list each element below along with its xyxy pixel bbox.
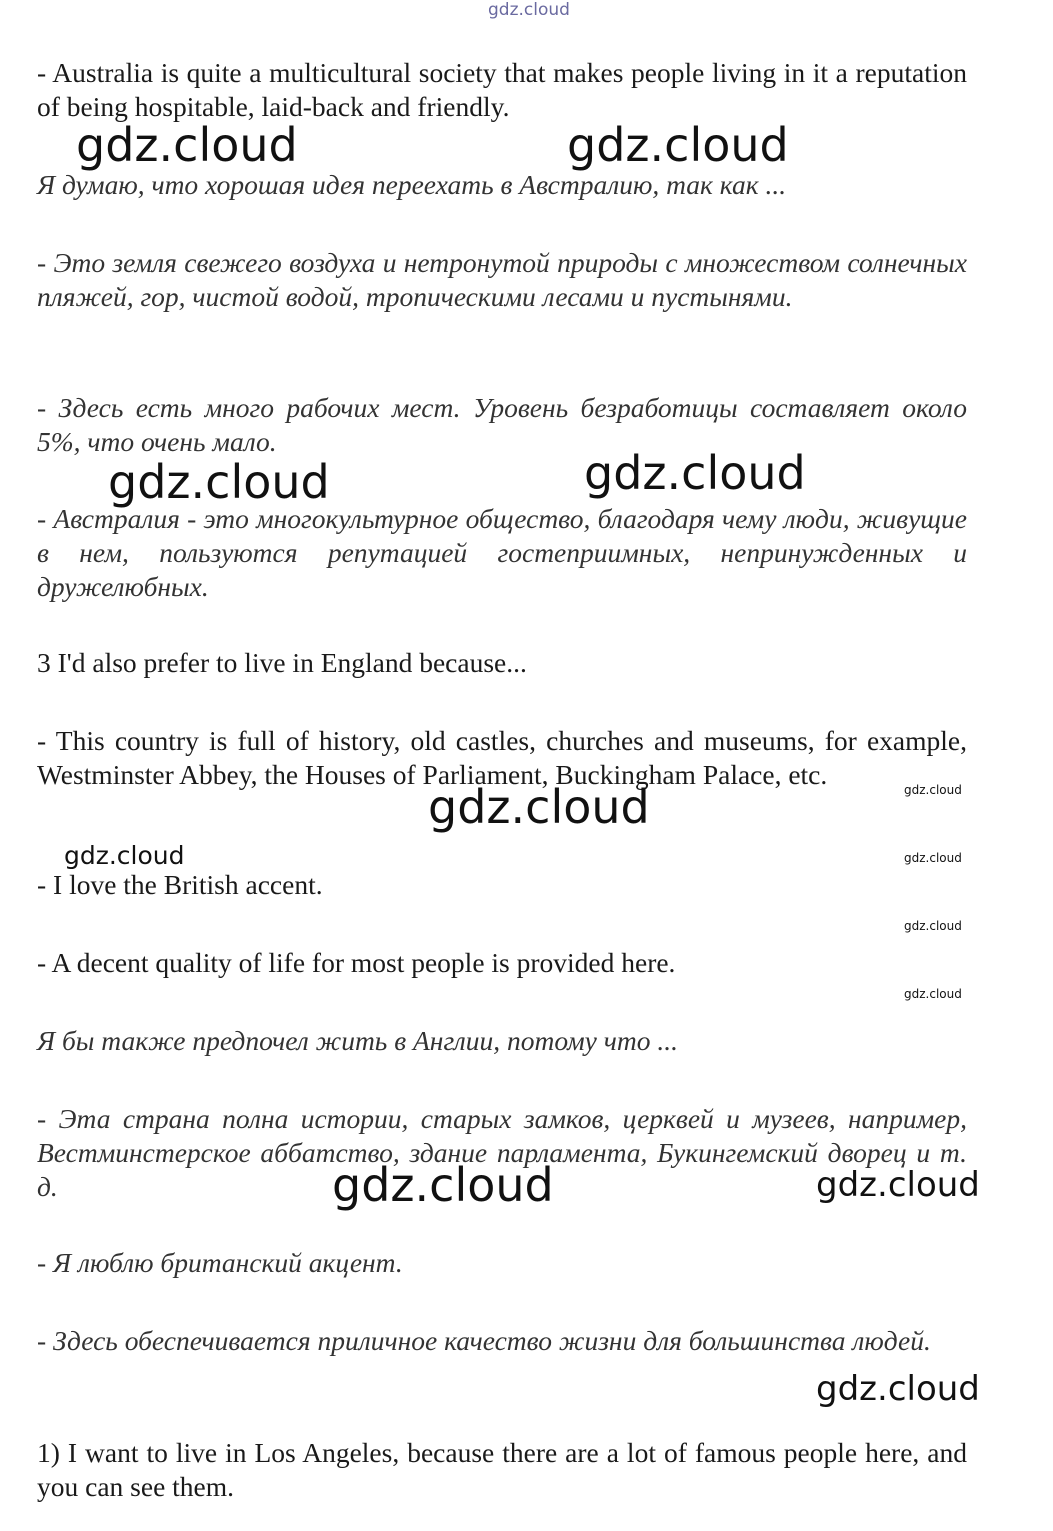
watermark: gdz.cloud bbox=[64, 841, 185, 870]
paragraph-en-quality-of-life: - A decent quality of life for most people is provided here. bbox=[37, 947, 676, 978]
paragraph-en-australia-multicultural: - Australia is quite a multicultural society that makes people living in it a reputation of being hospitable, laid-back and friendly. bbox=[37, 57, 967, 122]
watermark: gdz.cloud bbox=[904, 919, 962, 933]
watermark: gdz.cloud bbox=[904, 783, 962, 797]
paragraph-ru-quality-of-life: - Здесь обеспечивается приличное качество жизни для большинства людей. bbox=[37, 1325, 931, 1356]
paragraph-en-british-accent: - I love the British accent. bbox=[37, 869, 323, 900]
paragraph-en-england-history: - This country is full of history, old castles, churches and museums, for example, Westminster Abbey, the Houses of Parliament, Buckingham Palace, etc. bbox=[37, 725, 967, 790]
paragraph-en-los-angeles: 1) I want to live in Los Angeles, because there are a lot of famous people here, and you can see them. bbox=[37, 1437, 967, 1502]
paragraph-ru-england-history: - Эта страна полна истории, старых замков, церквей и музеев, например, Вестминстерское аббатство, здание парламента, Букингемский дворец и т. д. bbox=[37, 1103, 967, 1202]
paragraph-ru-england-intro: Я бы также предпочел жить в Англии, потому что ... bbox=[37, 1025, 678, 1056]
paragraph-ru-british-accent: - Я люблю британский акцент. bbox=[37, 1247, 403, 1278]
header-watermark: gdz.cloud bbox=[488, 0, 570, 20]
watermark: gdz.cloud bbox=[584, 446, 806, 500]
paragraph-ru-australia-nature: - Это земля свежего воздуха и нетронутой природы с множеством солнечных пляжей, гор, чистой водой, тропическими лесами и пустынями. bbox=[37, 247, 967, 312]
watermark: gdz.cloud bbox=[108, 455, 330, 509]
paragraph-ru-australia-society: - Австралия - это многокультурное общество, благодаря чему люди, живущие в нем, пользуются репутацией гостеприимных, непринужденных и дружелюбных. bbox=[37, 503, 967, 602]
paragraph-en-england-intro: 3 I'd also prefer to live in England because... bbox=[37, 647, 527, 678]
watermark: gdz.cloud bbox=[567, 118, 789, 172]
watermark: gdz.cloud bbox=[816, 1369, 980, 1409]
paragraph-ru-australia-intro: Я думаю, что хорошая идея переехать в Австралию, так как ... bbox=[37, 169, 787, 200]
watermark: gdz.cloud bbox=[76, 118, 298, 172]
watermark: gdz.cloud bbox=[816, 1165, 980, 1205]
watermark: gdz.cloud bbox=[428, 780, 650, 834]
watermark: gdz.cloud bbox=[332, 1158, 554, 1212]
watermark: gdz.cloud bbox=[904, 851, 962, 865]
watermark: gdz.cloud bbox=[904, 987, 962, 1001]
paragraph-ru-australia-jobs: - Здесь есть много рабочих мест. Уровень безработицы составляет около 5%, что очень мало. bbox=[37, 392, 967, 457]
